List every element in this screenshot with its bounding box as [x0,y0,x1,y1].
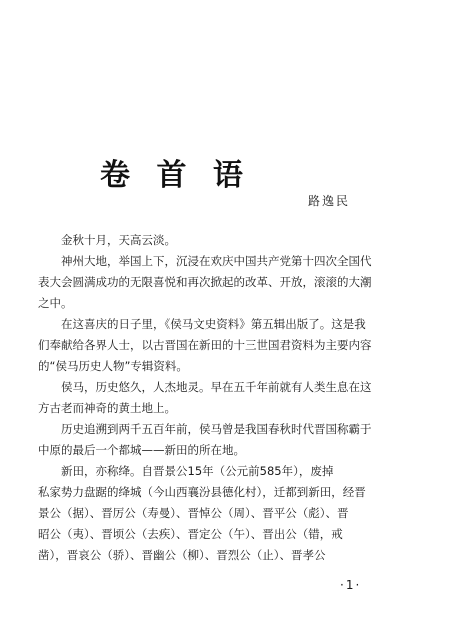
page-title: 卷 首 语 [100,158,251,193]
page-number: ·1· [340,578,362,592]
paragraph: 神州大地，举国上下，沉浸在欢庆中国共产党第十四次全国代 表大会圆满成功的无限喜悦和再次掀起的改革、开放，滚滚的大潮 之中。 [38,254,372,310]
author-name: 路逸民 [308,194,351,208]
paragraph: 侯马，历史悠久，人杰地灵。早在五千年前就有人类生息在这 方古老而神奇的黄土地上。 [38,380,372,415]
paragraph: 金秋十月，天高云淡。 [61,233,176,247]
paragraph: 历史追溯到两千五百年前，侯马曾是我国春秋时代晋国称霸于 中原的最后一个都城——新田的所在地。 [38,422,372,457]
paragraph: 在这喜庆的日子里，《侯马文史资料》第五辑出版了。这是我 们奉献给各界人士，以古晋国在新田的十三世国君资料为主要内容 的“侯马历史人物”专辑资料。 [38,317,372,373]
paragraph: 新田，亦称绛。自晋景公15年（公元前585年），废掉 私家势力盘踞的绛城（今山西襄汾县德化村），迁都到新田，经晋 景公（据）、晋厉公（寿曼）、晋悼公（周）、晋平公（彪）、晋 昭公（夷）、晋顷公（去疾）、晋定公（午）、晋出公（错，戒 凿），晋哀公（骄）、晋幽公（柳）、晋烈公（止）、晋孝公 [38,464,366,562]
